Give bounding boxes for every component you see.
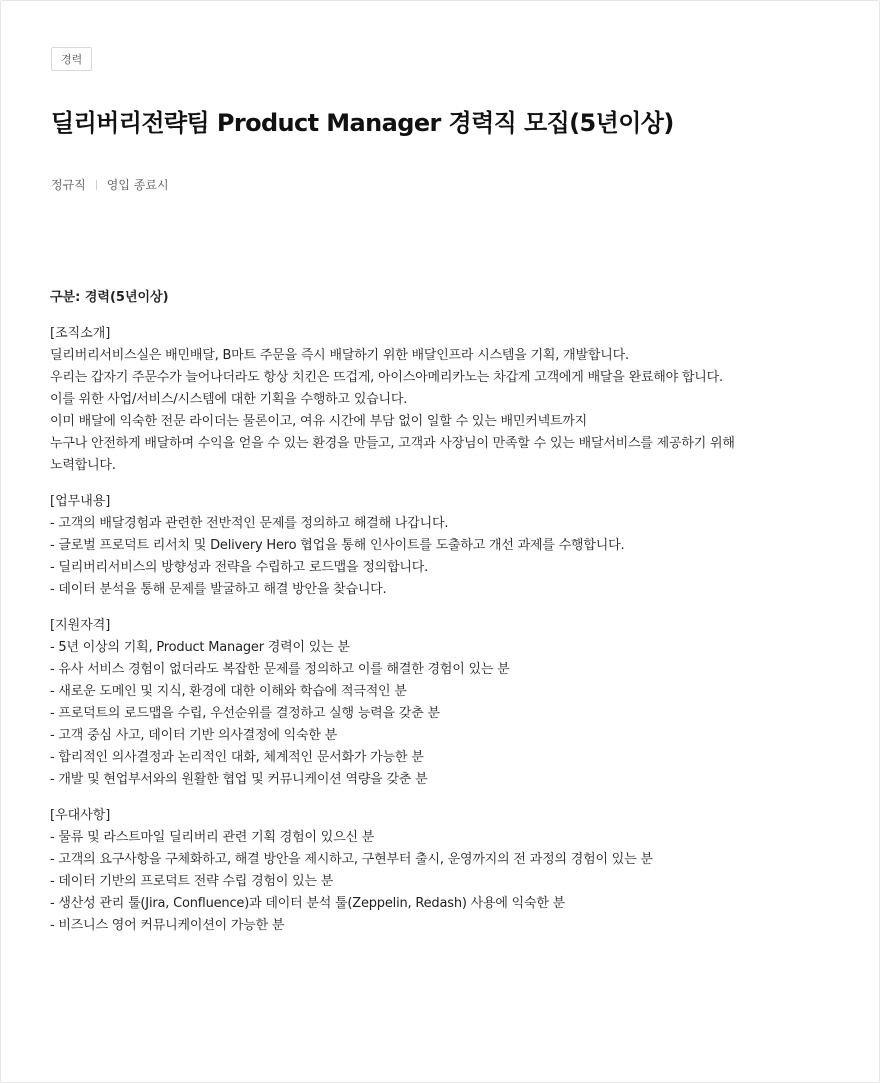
section-title: [지원자격] <box>50 618 111 633</box>
employment-type: 정규직 <box>51 178 86 192</box>
description-line: - 고객의 배달경험과 관련한 전반적인 문제를 정의하고 해결해 나갑니다. <box>50 516 449 531</box>
section-preferred <box>50 805 850 937</box>
description-line: 이미 배달에 익숙한 전문 라이더는 물론이고, 여유 시간에 부담 없이 일할 수 있는 배민커넥트까지 <box>50 414 588 429</box>
description-line: - 글로벌 프로덕트 리서치 및 Delivery Hero 협업을 통해 인사이트를 도출하고 개선 과제를 수행합니다. <box>50 538 625 553</box>
section-title: [조직소개] <box>50 326 111 341</box>
description-line: - 데이터 분석을 통해 문제를 발굴하고 해결 방안을 찾습니다. <box>50 582 387 597</box>
section-title: [우대사항] <box>50 808 111 823</box>
description-sections <box>50 323 850 937</box>
description-line: 이를 위한 사업/서비스/시스템에 대한 기획을 수행하고 있습니다. <box>50 392 408 407</box>
section-qualifications <box>50 615 850 791</box>
description-line: 딜리버리서비스실은 배민배달, B마트 주문을 즉시 배달하기 위한 배달인프라 시스템을 기획, 개발합니다. <box>50 348 629 363</box>
job-meta <box>51 176 169 193</box>
section-duties <box>50 491 850 601</box>
description-line: - 합리적인 의사결정과 논리적인 대화, 체계적인 문서화가 가능한 분 <box>50 750 424 765</box>
career-badge: 경력 <box>51 47 92 71</box>
description-line: - 새로운 도메인 및 지식, 환경에 대한 이해와 학습에 적극적인 분 <box>50 684 407 699</box>
description-line: - 생산성 관리 툴(Jira, Confluence)과 데이터 분석 툴(Zeppelin, Redash) 사용에 익숙한 분 <box>50 896 566 911</box>
description-line: - 프로덕트의 로드맵을 수립, 우선순위를 결정하고 실행 능력을 갖춘 분 <box>50 706 440 721</box>
deadline-text: 영입 종료시 <box>106 178 169 192</box>
description-line: - 데이터 기반의 프로덕트 전략 수립 경험이 있는 분 <box>50 874 334 889</box>
job-description <box>50 287 850 951</box>
description-line: - 딜리버리서비스의 방향성과 전략을 수립하고 로드맵을 정의합니다. <box>50 560 429 575</box>
page-title: 딜리버리전략팀 Product Manager 경력직 모집(5년이상) <box>51 109 674 137</box>
description-line: 누구나 안전하게 배달하며 수익을 얻을 수 있는 환경을 만들고, 고객과 사장님이 만족할 수 있는 배달서비스를 제공하기 위해 <box>50 436 735 451</box>
meta-divider <box>96 180 97 190</box>
description-line: - 고객 중심 사고, 데이터 기반 의사결정에 익숙한 분 <box>50 728 338 743</box>
description-line: - 비즈니스 영어 커뮤니케이션이 가능한 분 <box>50 918 285 933</box>
description-line: - 5년 이상의 기획, Product Manager 경력이 있는 분 <box>50 640 350 655</box>
description-line: - 물류 및 라스트마일 딜리버리 관련 기획 경험이 있으신 분 <box>50 830 375 845</box>
description-line: 노력합니다. <box>50 458 116 473</box>
description-line: - 유사 서비스 경험이 없더라도 복잡한 문제를 정의하고 이를 해결한 경험이 있는 분 <box>50 662 510 677</box>
section-title: [업무내용] <box>50 494 111 509</box>
description-line: 우리는 갑자기 주문수가 늘어나더라도 항상 치킨은 뜨겁게, 아이스아메리카노는 차갑게 고객에게 배달을 완료해야 합니다. <box>50 370 723 385</box>
description-line: - 고객의 요구사항을 구체화하고, 해결 방안을 제시하고, 구현부터 출시, 운영까지의 전 과정의 경험이 있는 분 <box>50 852 653 867</box>
division-label: 구분: 경력(5년이상) <box>50 290 169 305</box>
description-line: - 개발 및 현업부서와의 원활한 협업 및 커뮤니케이션 역량을 갖춘 분 <box>50 772 428 787</box>
section-organization <box>50 323 850 477</box>
